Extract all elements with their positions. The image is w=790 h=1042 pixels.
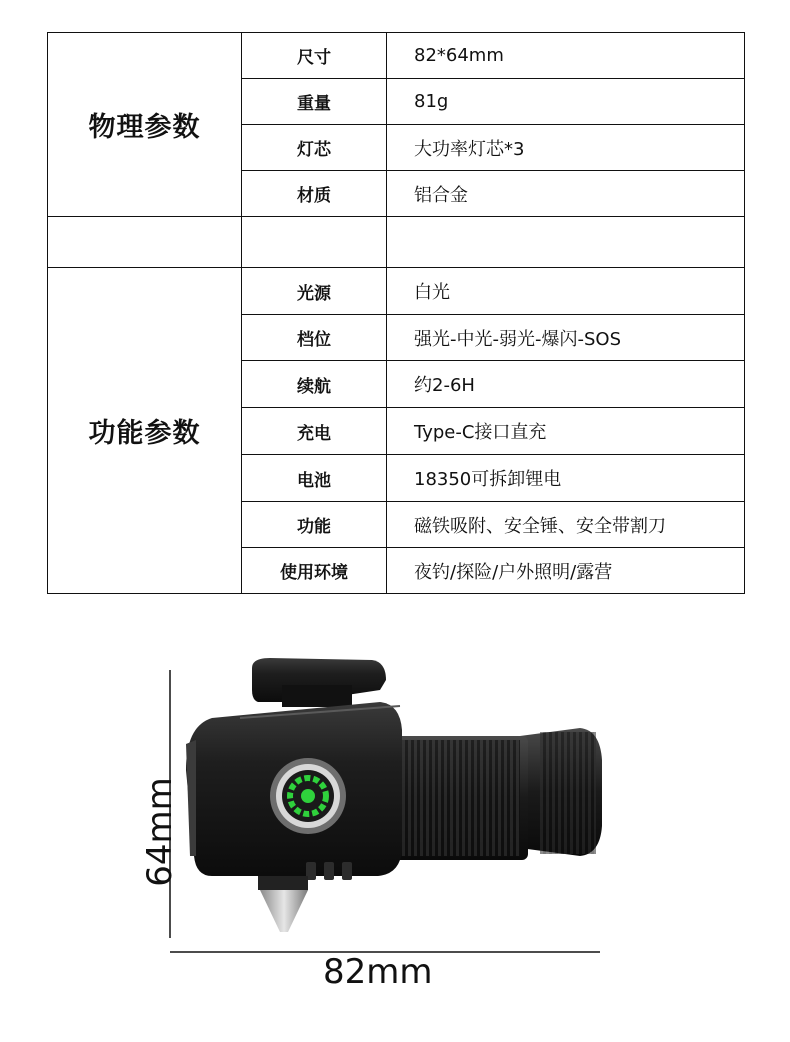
spec-value-runtime: 约2-6H bbox=[387, 361, 745, 408]
width-label: 82mm bbox=[323, 952, 433, 992]
hammer-mount bbox=[258, 876, 308, 890]
spec-value-weight: 81g bbox=[387, 79, 745, 125]
spacer-cell bbox=[242, 217, 387, 268]
height-label: 64mm bbox=[139, 777, 180, 887]
spec-label-weight: 重量 bbox=[242, 79, 387, 125]
body-knurling bbox=[396, 740, 520, 856]
spec-label-led: 灯芯 bbox=[242, 125, 387, 171]
spec-label-modes: 档位 bbox=[242, 315, 387, 361]
tail-cap-knurling bbox=[540, 732, 596, 854]
spec-value-material: 铝合金 bbox=[387, 171, 745, 217]
spec-label-light-source: 光源 bbox=[242, 268, 387, 315]
spec-label-features: 功能 bbox=[242, 502, 387, 548]
spec-label-battery: 电池 bbox=[242, 455, 387, 502]
spacer-cell bbox=[48, 217, 242, 268]
spec-label-size: 尺寸 bbox=[242, 33, 387, 79]
bezel-edge bbox=[186, 740, 196, 856]
spec-value-features: 磁铁吸附、安全锤、安全带割刀 bbox=[387, 502, 745, 548]
indicator-dot bbox=[301, 789, 315, 803]
spec-label-environment: 使用环境 bbox=[242, 548, 387, 594]
table-row bbox=[48, 268, 745, 315]
spec-label-charging: 充电 bbox=[242, 408, 387, 455]
spec-table bbox=[47, 32, 745, 594]
spec-value-light-source: 白光 bbox=[387, 268, 745, 315]
spec-value-battery: 18350可拆卸锂电 bbox=[387, 455, 745, 502]
spec-value-led: 大功率灯芯*3 bbox=[387, 125, 745, 171]
clip-base bbox=[282, 685, 352, 707]
group-physical: 物理参数 bbox=[48, 33, 242, 217]
safety-hammer-icon bbox=[260, 890, 308, 932]
spacer-cell bbox=[387, 217, 745, 268]
spacer-row bbox=[48, 217, 745, 268]
vent-slot bbox=[324, 862, 334, 880]
vent-slot bbox=[342, 862, 352, 880]
spec-value-modes: 强光-中光-弱光-爆闪-SOS bbox=[387, 315, 745, 361]
spec-label-material: 材质 bbox=[242, 171, 387, 217]
spec-value-size: 82*64mm bbox=[387, 33, 745, 79]
spec-value-charging: Type-C接口直充 bbox=[387, 408, 745, 455]
product-figure bbox=[0, 640, 790, 1038]
spec-value-environment: 夜钓/探险/户外照明/露营 bbox=[387, 548, 745, 594]
group-function: 功能参数 bbox=[48, 268, 242, 594]
spec-label-runtime: 续航 bbox=[242, 361, 387, 408]
table-row bbox=[48, 33, 745, 79]
